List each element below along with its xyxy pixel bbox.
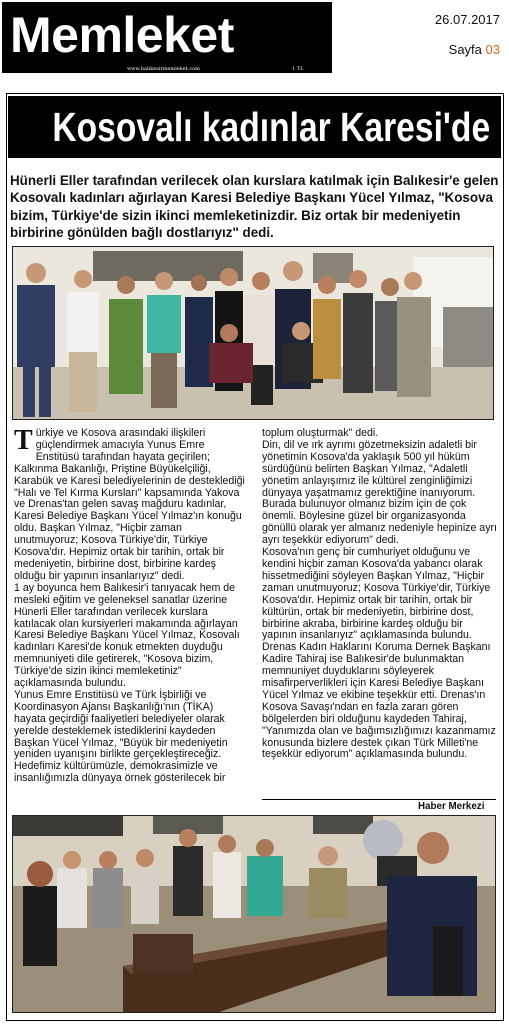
body-text: ürkiye ve Kosova arasındaki ilişkileri güçlendirmek amacıyla Yunus Emre Enstitüsü tarafından hayata geçirilen; Kalkınma Bakanlığı, Priştine Büyükelçiliği, Karabük ve Karesi belediyelerinin de desteklediği "Halı ve Tel Kırma Kursları" kapsamında Yakova ve Drenas'tan gelen savaş mağduru kadınlar, Karesi Belediye Başkanı Yücel Yılmaz'ın konuğu oldu. Başkan Yılmaz, "Hiçbir zaman unutmuyoruz; Kosova Türkiye'dir, Türkiye Kosova'dır. Hepimiz ortak bir tarihin, ortak bir medeniyetin, birbirine dost, birbirine kardeş olduğu bir yapının insanlarıyız" dedi.	[14, 427, 245, 582]
meeting-photo-illustration	[13, 816, 496, 1013]
body-paragraph: toplum oluşturmak" dedi.	[262, 427, 379, 439]
body-paragraph: 1 ay boyunca hem Balıkesir'i tanıyacak hem de mesleki eğitim ve geleneksel sanatlar üzerine Hünerli Eller tarafından verilecek kurslara katılacak olan kursiyerleri makamında ağırlayan Karesi Belediye Başkanı Yücel Yılmaz, Kosovalı kadınları Karesi'de konuk etmekten duyduğu memnuniyeti dile getirerek, "Kosova bizim, Türkiye'de sizin ikinci memleketiniz" açıklamasında bulundu.	[14, 581, 240, 690]
group-photo-illustration	[13, 247, 494, 420]
body-paragraph: Kosova'nın genç bir cumhuriyet olduğunu ve kendini hiçbir zaman Kosova'da yabancı olarak hissetmediğini söyleyen Başkan Yılmaz, "Hiçbir zaman unutmuyoruz; Kosova Türkiye'dir, Türkiye Kosova'dır. Hepimiz ortak bir tarihin, ortak bir kültürün, ortak bir medeniyetin, birbirine dost, birbirine akraba, birbirine kardeş olduğu bir yapının insanlarıyız" açıklamasında bulundu.	[262, 546, 491, 642]
byline: Haber Merkezi	[418, 801, 485, 812]
byline-divider	[262, 799, 496, 800]
page-number: 03	[485, 42, 500, 57]
article-spot: Hünerli Eller tarafından verilecek olan kurslara katılmak için Balıkesir'e gelen Kosovalı kadınları ağırlayan Karesi Belediye Başkanı Yücel Yılmaz, "Kosova bizim, Türkiye'de sizin ikinci memleketinizdir. Biz ortak bir medeniyetin birbirine gönülden bağlı dostlarıyız" dedi.	[10, 173, 499, 240]
headline: Kosovalı kadınlar Karesi'de	[52, 104, 491, 150]
body-paragraph	[14, 425, 246, 583]
issue-date: 26.07.2017	[434, 12, 500, 27]
body-paragraph: Drenas Kadın Haklarını Koruma Dernek Başkanı Kadire Tahiraj ise Balıkesir'de bulunmaktan memnuniyet duyduklarını söyleyerek misafirperverlikleri için Karesi Belediye Başkanı Yücel Yılmaz ve ekibine teşekkür etti. Drenas'ın Kosova Savaşı'ndan en fazla zararı gören bölgelerden biri olduğunu kaydeden Tahiraj, "Yanımızda olan ve bağımsızlığımızı kazanmamız konusunda bizlere destek çıkan Türk Milleti'ne teşekkür ediyorum" açıklamasında bulundu.	[262, 641, 496, 761]
body-paragraph: Yunus Emre Enstitüsü ve Türk İşbirliği ve Koordinasyon Ajansı Başkanlığı'nın (TİKA) hayata geçirdiği faaliyetleri belediyeler olarak yerelde desteklemek istediklerini kaydeden Başkan Yücel Yılmaz, "Büyük bir medeniyetin yeniden uyanışını birlikte gerçekleştireceğiz. Hedefimiz kültürümüzle, demokrasimizle ve insanlığımızla dünyaya örnek gösterilecek bir	[14, 688, 228, 785]
meeting-photo	[12, 815, 496, 1013]
masthead	[2, 2, 332, 73]
article-column-1	[14, 425, 246, 785]
page-indicator	[449, 42, 500, 57]
website-url: www.balikesirmemleket.com	[127, 66, 200, 72]
drop-cap: T	[14, 425, 33, 456]
article-column-2	[262, 428, 498, 761]
price-label: 1 TL	[292, 66, 304, 72]
page-label: Sayfa	[448, 42, 482, 57]
newspaper-logo: Memleket	[10, 7, 234, 63]
headline-band	[8, 96, 501, 158]
body-paragraph: Din, dil ve ırk ayrımı gözetmeksizin adaletli bir yönetimin Kosova'da yaklaşık 500 yıl hüküm sürdüğünü belirten Başkan Yılmaz, "Adaletli yönetim anlayışımız ile kültürel zenginliğimizi dünyaya yaşatmamız gerektiğine inanıyorum. Burada bulunuyor olmanız bizim için de çok önemli. Böylesine güzel bir organizasyonda gönüllü olarak yer almanız nedeniyle hepinize ayrı ayrı teşekkür ediyorum" dedi.	[262, 438, 497, 547]
group-photo	[12, 246, 494, 420]
